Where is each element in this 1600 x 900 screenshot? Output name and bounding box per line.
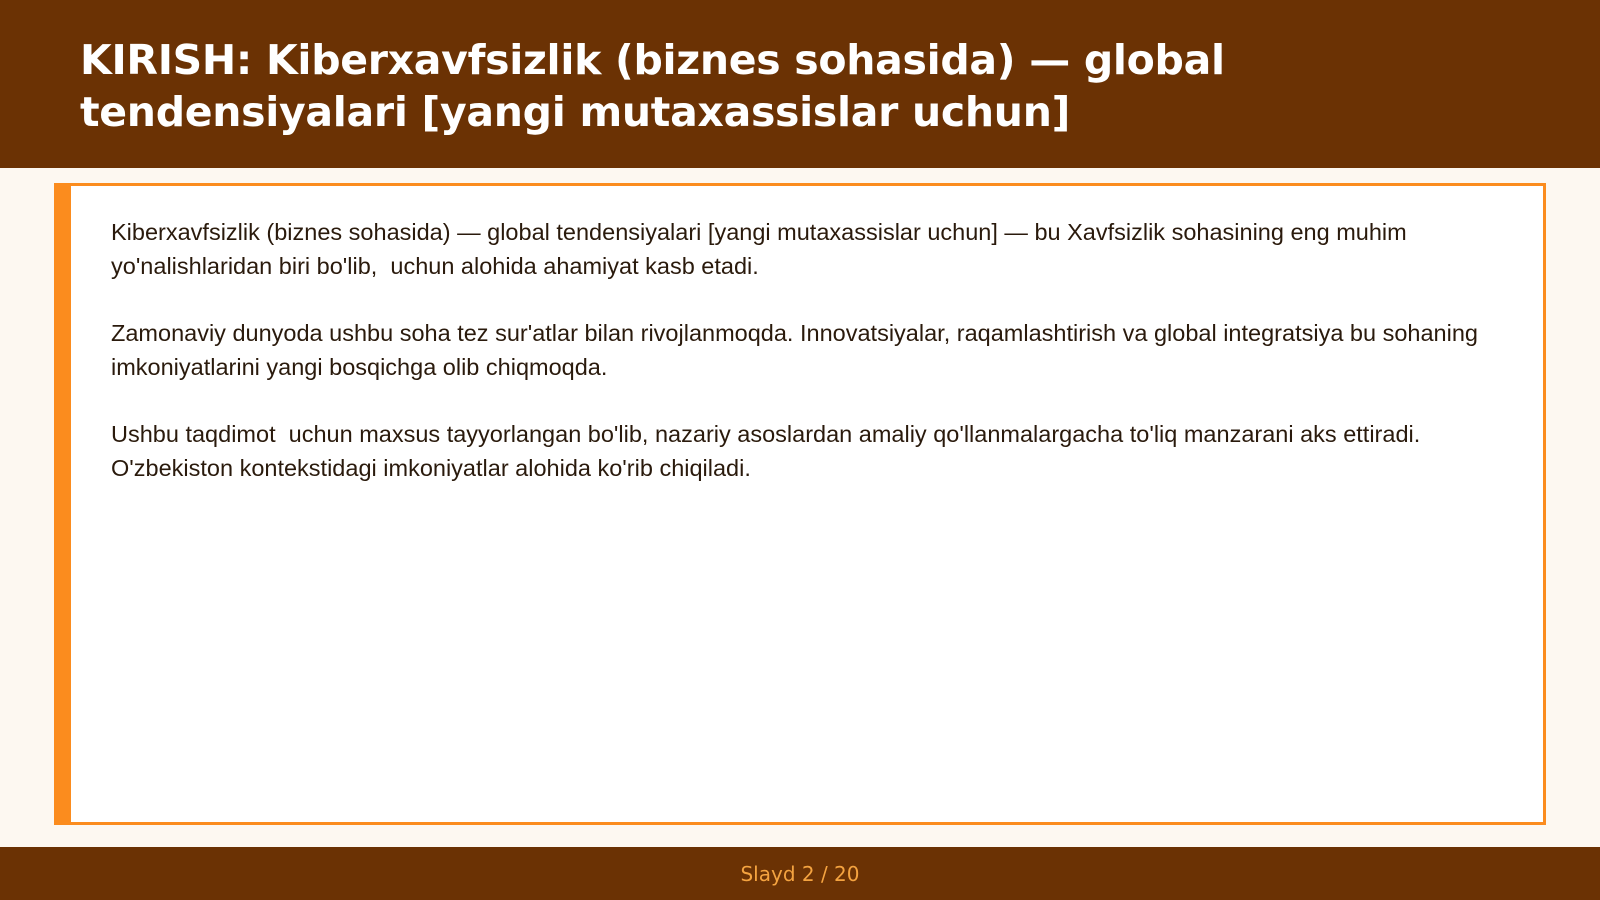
slide-counter: Slayd 2 / 20 bbox=[740, 861, 860, 886]
intro-paragraph: Kiberxavfsizlik (biznes sohasida) — global tendensiyalari [yangi mutaxassislar uchun] — bu Xavfsizlik sohasining eng muhim yo'nalishlaridan biri bo'lib, uchun alohida ahamiyat kasb etadi. bbox=[111, 219, 1414, 279]
content-card bbox=[54, 183, 1546, 825]
slide-footer bbox=[0, 847, 1600, 900]
context-paragraph: Zamonaviy dunyoda ushbu soha tez sur'atlar bilan rivojlanmoqda. Innovatsiyalar, raqamlashtirish va global integratsiya bu sohaning imkoniyatlarini yangi bosqichga olib chiqmoqda. bbox=[111, 320, 1485, 380]
slide-title: KIRISH: Kiberxavfsizlik (biznes sohasida) — global tendensiyalari [yangi mutaxassislar uchun] bbox=[80, 36, 1225, 136]
purpose-paragraph: Ushbu taqdimot uchun maxsus tayyorlangan bo'lib, nazariy asoslardan amaliy qo'llanmalargacha to'liq manzarani aks ettiradi. O'zbekiston kontekstidagi imkoniyatlar alohida ko'rib chiqiladi. bbox=[111, 421, 1427, 481]
slide-header bbox=[0, 0, 1600, 168]
